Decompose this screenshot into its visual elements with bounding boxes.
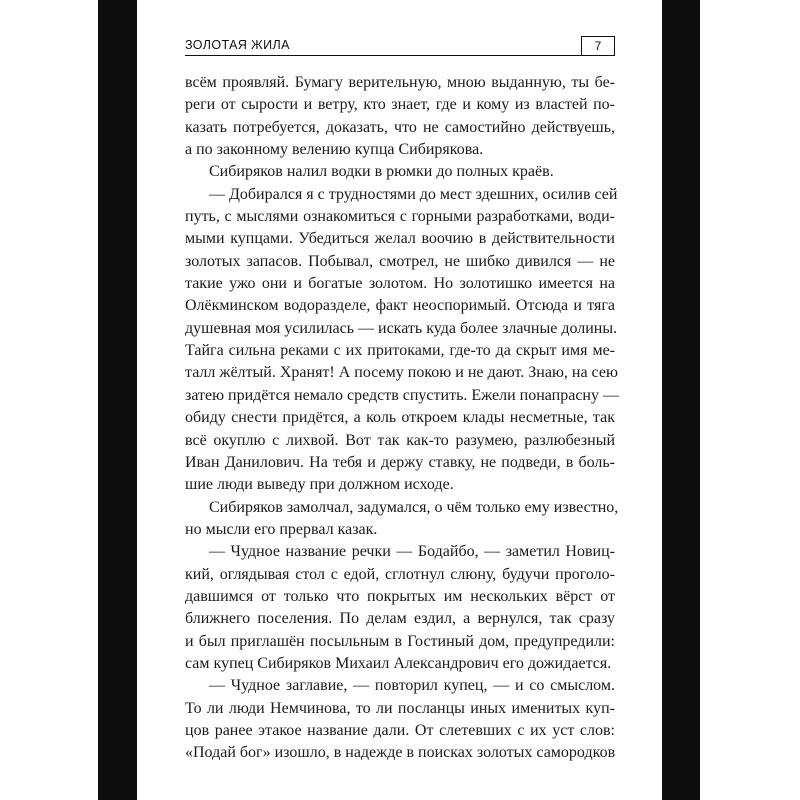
paragraph bbox=[185, 497, 619, 542]
text-line: Олёкминском водоразделе, факт неоспоримый. Отсюда и тяга bbox=[185, 297, 615, 315]
text-line: «Подай бог» изошло, в надежде в поисках золотых самородков bbox=[185, 744, 616, 762]
text-line: Сибиряков налил водки в рюмки до полных краёв. bbox=[209, 163, 554, 181]
text-line: такие ужо они и богатые золотом. Но золотишко имеется на bbox=[185, 275, 615, 293]
paragraph bbox=[185, 72, 615, 161]
text-line: кий, оглядывая стол с едой, сглотнул слюну, будучи проголо- bbox=[185, 565, 615, 583]
left-dark-margin bbox=[98, 0, 137, 800]
text-line: всё окуплю с лихвой. Вот так как-то разумею, разлюбезный bbox=[185, 431, 615, 449]
text-line: затею придётся немало средств спустить. Ежели понапрасну — bbox=[185, 386, 619, 404]
text-line: казать потребуется, доказать, что не самостийно действуешь, bbox=[185, 118, 615, 136]
text-line: — Добирался я с трудностями до мест здешних, осилив сей bbox=[209, 185, 618, 203]
running-head bbox=[185, 36, 615, 58]
page-number: 7 bbox=[581, 36, 615, 55]
text-line: То ли люди Немчинова, то ли посланцы иных именитых куп- bbox=[185, 699, 615, 717]
paragraph bbox=[185, 161, 615, 183]
text-line: цов ранее этакое название дали. От слетевших с их уст слов: bbox=[185, 721, 615, 739]
text-line: — Чудное заглавие, — повторил купец, — и со смыслом. bbox=[209, 677, 615, 695]
running-head-rule bbox=[185, 55, 615, 56]
body-text bbox=[185, 72, 619, 765]
book-page bbox=[137, 0, 662, 800]
text-line: ближнего поселения. По делам ездил, а вернулся, так сразу bbox=[185, 610, 615, 628]
paragraph bbox=[185, 675, 615, 764]
text-line: Тайга сильна реками с их притоками, где-то да скрыт имя ме- bbox=[185, 342, 615, 360]
text-line: сам купец Сибиряков Михаил Александрович его дожидается. bbox=[185, 654, 612, 672]
text-line: Иван Данилович. На тебя и держу ставку, не подведи, в боль- bbox=[185, 453, 615, 471]
text-line: золотых запасов. Побывал, смотрел, не шибко дивился — не bbox=[185, 252, 615, 270]
paragraph bbox=[185, 541, 615, 675]
text-line: но мысли его прервал казак. bbox=[185, 520, 378, 538]
text-line: реги от сырости и ветру, кто знает, где и кому из властей по- bbox=[185, 96, 615, 114]
text-line: душевная моя усилилась — искать куда более злачные долины. bbox=[185, 319, 618, 337]
text-line: мыми купцами. Убедиться желал воочию в действительности bbox=[185, 230, 615, 248]
text-line: давшимся от только что покрытых им нескольких вёрст от bbox=[185, 587, 615, 605]
right-dark-margin bbox=[662, 0, 700, 800]
text-line: — Чудное название речки — Бодайбо, — заметил Новиц- bbox=[209, 543, 615, 561]
running-head-title: ЗОЛОТАЯ ЖИЛА bbox=[185, 38, 290, 52]
text-line: шие люди выведу при должном исходе. bbox=[185, 476, 454, 494]
text-line: всём проявляй. Бумагу верительную, мною выданную, ты бе- bbox=[185, 74, 615, 91]
text-line: путь, с мыслями ознакомиться с горными разработками, води- bbox=[185, 208, 615, 226]
text-line: Сибиряков замолчал, задумался, о чём только ему известно, bbox=[209, 498, 619, 516]
paragraph bbox=[185, 184, 619, 497]
text-line: и был приглашён посыльным в Гостиный дом, предупредили: bbox=[185, 632, 615, 650]
text-line: а по законному велению купца Сибирякова. bbox=[185, 141, 484, 159]
text-line: талл жёлтый. Хранят! А посему покою и не дают. Знаю, на сею bbox=[185, 364, 618, 382]
text-line: обиду снести придётся, а коль откроем клады несметные, так bbox=[185, 409, 615, 427]
